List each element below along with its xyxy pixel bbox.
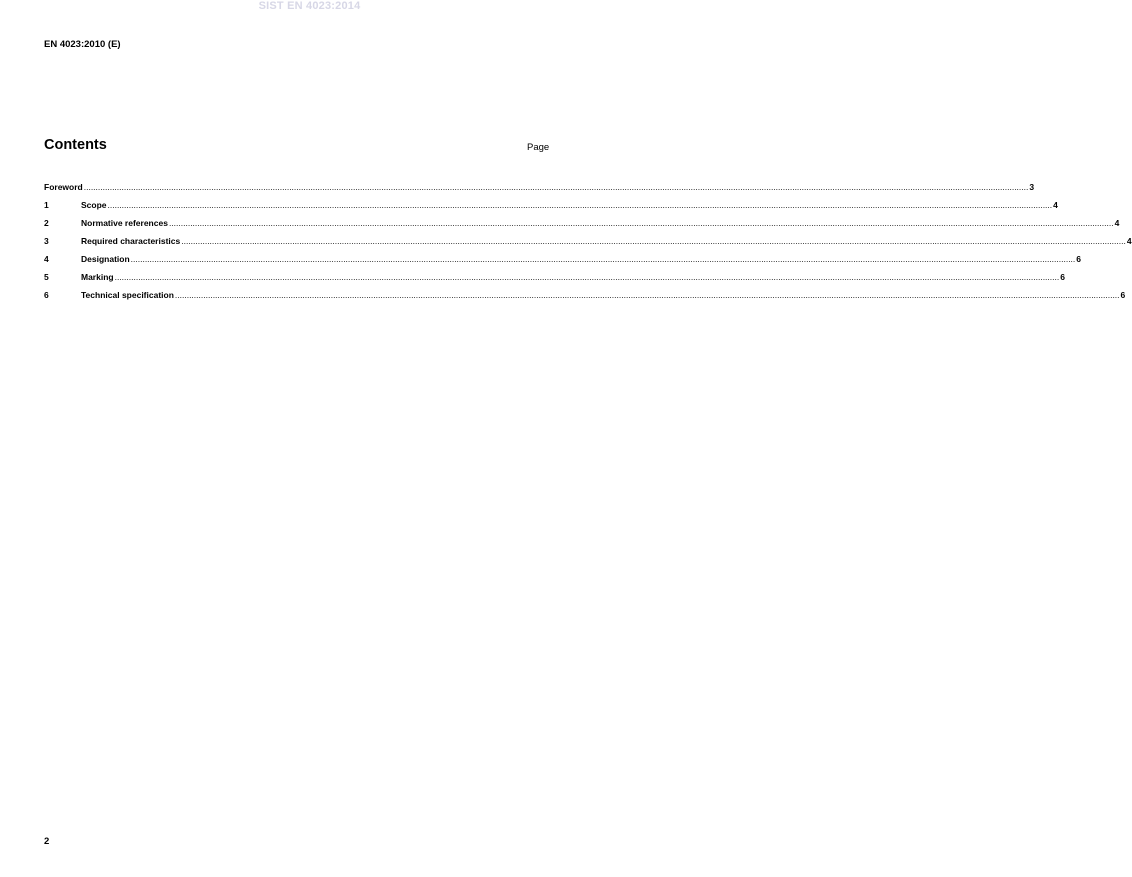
toc-dot-leader: ................................................................................................................................................................................................................................................................................................................................................................................................................ — [114, 272, 1060, 282]
toc-entry-title: Normative references — [81, 218, 168, 228]
toc-entry-page: 6 — [1076, 254, 1082, 264]
toc-entry-designation[interactable] — [44, 247, 1082, 265]
toc-entry-title: Foreword — [44, 182, 83, 192]
toc-entry-page: 3 — [1029, 182, 1035, 192]
toc-entry-number: 2 — [44, 218, 49, 228]
toc-entry-title: Designation — [81, 254, 130, 264]
toc-entry-number: 6 — [44, 290, 49, 300]
toc-entry-number: 5 — [44, 272, 49, 282]
toc-dot-leader: ................................................................................................................................................................................................................................................................................................................................................................................................................ — [83, 182, 1029, 192]
page-column-label: Page — [527, 142, 550, 153]
watermark-text: SIST EN 4023:2014 — [258, 0, 361, 12]
toc-entry-required-characteristics[interactable] — [44, 229, 1132, 247]
toc-entry-number: 1 — [44, 200, 49, 210]
toc-entry-technical-specification[interactable] — [44, 283, 1126, 301]
toc-entry-marking[interactable] — [44, 265, 1065, 283]
toc-entry-page: 6 — [1060, 272, 1065, 282]
toc-dot-leader: ................................................................................................................................................................................................................................................................................................................................................................................................................ — [168, 218, 1114, 228]
toc-dot-leader: ................................................................................................................................................................................................................................................................................................................................................................................................................ — [130, 254, 1076, 264]
contents-heading: Contents — [44, 137, 107, 153]
toc-entry-normative-references[interactable] — [44, 211, 1120, 229]
toc-entry-page: 4 — [1126, 236, 1132, 246]
toc-entry-foreword[interactable] — [44, 175, 1035, 193]
toc-dot-leader: ................................................................................................................................................................................................................................................................................................................................................................................................................ — [174, 290, 1120, 300]
toc-dot-leader: ................................................................................................................................................................................................................................................................................................................................................................................................................ — [181, 236, 1126, 246]
toc-entry-number: 3 — [44, 236, 49, 246]
toc-entry-title: Marking — [81, 272, 114, 282]
toc-entry-page: 4 — [1053, 200, 1058, 210]
toc-entry-scope[interactable] — [44, 193, 1058, 211]
toc-entry-title: Scope — [81, 200, 107, 210]
document-id: EN 4023:2010 (E) — [44, 39, 121, 50]
table-of-contents — [44, 175, 1132, 301]
toc-entry-number: 4 — [44, 254, 49, 264]
toc-entry-page: 4 — [1114, 218, 1120, 228]
page-number: 2 — [44, 836, 50, 847]
toc-entry-title: Technical specification — [81, 290, 174, 300]
toc-entry-page: 6 — [1120, 290, 1126, 300]
toc-dot-leader: ................................................................................................................................................................................................................................................................................................................................................................................................................ — [107, 200, 1053, 210]
toc-entry-title: Required characteristics — [81, 236, 181, 246]
